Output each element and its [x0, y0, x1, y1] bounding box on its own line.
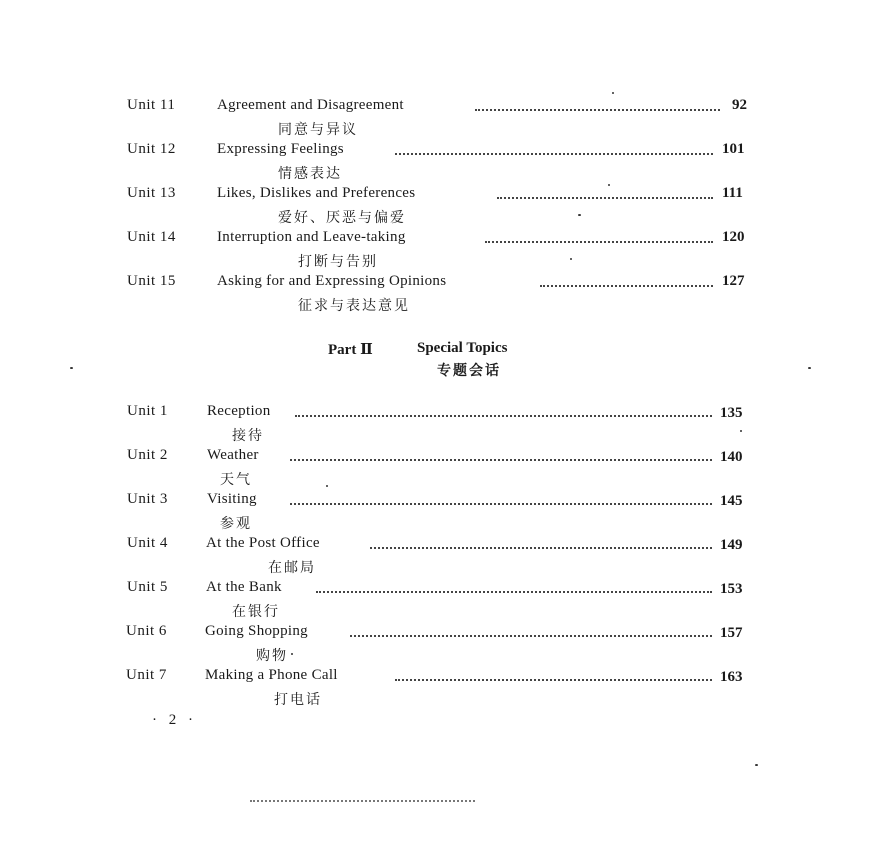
- unit-label: Unit 11: [127, 97, 176, 113]
- page-number: 92: [728, 97, 747, 114]
- unit-title-chinese: 征求与表达意见: [298, 298, 410, 314]
- dot-leader: [540, 285, 713, 287]
- scan-speck: [291, 653, 293, 655]
- dot-leader: [485, 241, 713, 243]
- toc-entry-unit-12: [0, 141, 870, 185]
- toc-entry-unit-7: [0, 667, 870, 711]
- toc-entry-unit-6: [0, 623, 870, 667]
- scan-speck: [570, 258, 572, 260]
- unit-title-chinese: 情感表达: [278, 166, 342, 182]
- dot-leader: [316, 591, 712, 593]
- scan-speck: [326, 485, 328, 487]
- scan-speck: [70, 367, 73, 369]
- page-number: 120: [718, 229, 745, 246]
- unit-title: Agreement and Disagreement: [217, 97, 410, 114]
- dot-leader: [475, 109, 720, 111]
- scan-speck: [608, 184, 610, 186]
- unit-label: Unit 4: [127, 535, 168, 551]
- unit-title: Expressing Feelings: [217, 141, 350, 158]
- unit-title-chinese: 在银行: [232, 604, 280, 620]
- page-number: 135: [716, 405, 743, 422]
- unit-title-chinese: 接待: [232, 428, 264, 444]
- scan-speck: [578, 214, 581, 216]
- page-number: 101: [718, 141, 745, 158]
- page-number: 157: [716, 625, 743, 642]
- unit-label: Unit 13: [127, 185, 176, 201]
- unit-title: Asking for and Expressing Opinions: [217, 273, 452, 290]
- unit-label: Unit 7: [126, 667, 167, 683]
- toc-entry-unit-11: [0, 97, 870, 141]
- unit-label: Unit 15: [127, 273, 176, 289]
- toc-entry-unit-15: [0, 273, 870, 317]
- dot-leader: [370, 547, 712, 549]
- dot-leader: [497, 197, 713, 199]
- unit-title: Visiting: [207, 491, 263, 508]
- page-number: 140: [716, 449, 743, 466]
- toc-entry-unit-3: [0, 491, 870, 535]
- toc-entry-unit-1: [0, 403, 870, 447]
- unit-title-chinese: 打断与告别: [298, 254, 378, 270]
- page-number: 149: [716, 537, 743, 554]
- dot-leader: [290, 459, 712, 461]
- unit-title: Reception: [207, 403, 277, 420]
- unit-title: Going Shopping: [205, 623, 314, 640]
- scan-noise: [250, 797, 475, 802]
- toc-entry-unit-13: [0, 185, 870, 229]
- unit-title: At the Bank: [206, 579, 288, 596]
- scan-speck: [755, 764, 758, 766]
- unit-title-chinese: 参观: [220, 516, 252, 532]
- unit-title: Interruption and Leave-taking: [217, 229, 412, 246]
- unit-title: Likes, Dislikes and Preferences: [217, 185, 421, 202]
- toc-entry-unit-5: [0, 579, 870, 623]
- part-title: Special Topics: [417, 340, 508, 356]
- page-number: 145: [716, 493, 743, 510]
- unit-title: Weather: [207, 447, 265, 464]
- unit-title-chinese: 天气: [220, 472, 252, 488]
- page-number: 163: [716, 669, 743, 686]
- unit-label: Unit 2: [127, 447, 168, 463]
- toc-entry-unit-4: [0, 535, 870, 579]
- scan-speck: [740, 430, 742, 432]
- unit-label: Unit 6: [126, 623, 167, 639]
- unit-title-chinese: 在邮局: [268, 560, 316, 576]
- unit-title-chinese: 爱好、厌恶与偏爱: [278, 210, 406, 226]
- unit-title: At the Post Office: [206, 535, 326, 552]
- unit-label: Unit 3: [127, 491, 168, 507]
- dot-leader: [350, 635, 712, 637]
- unit-title-chinese: 同意与异议: [278, 122, 358, 138]
- dot-leader: [295, 415, 712, 417]
- dot-leader: [395, 153, 713, 155]
- page-number: 153: [716, 581, 743, 598]
- dot-leader: [290, 503, 712, 505]
- scan-speck: [808, 367, 811, 369]
- page-folio: · 2 ·: [152, 712, 197, 728]
- dot-leader: [395, 679, 712, 681]
- part-title-chinese: 专题会话: [437, 363, 501, 379]
- unit-title-chinese: 打电话: [274, 692, 322, 708]
- unit-label: Unit 1: [127, 403, 168, 419]
- toc-entry-unit-14: [0, 229, 870, 273]
- page-number: 127: [718, 273, 745, 290]
- unit-title-chinese: 购物: [256, 648, 288, 664]
- part-heading: [0, 340, 870, 390]
- toc-entry-unit-2: [0, 447, 870, 491]
- unit-label: Unit 14: [127, 229, 176, 245]
- part-label: Part Ⅱ: [328, 342, 373, 358]
- page-number: 111: [718, 185, 743, 202]
- unit-label: Unit 12: [127, 141, 176, 157]
- unit-label: Unit 5: [127, 579, 168, 595]
- unit-title: Making a Phone Call: [205, 667, 344, 684]
- scan-speck: [612, 92, 614, 94]
